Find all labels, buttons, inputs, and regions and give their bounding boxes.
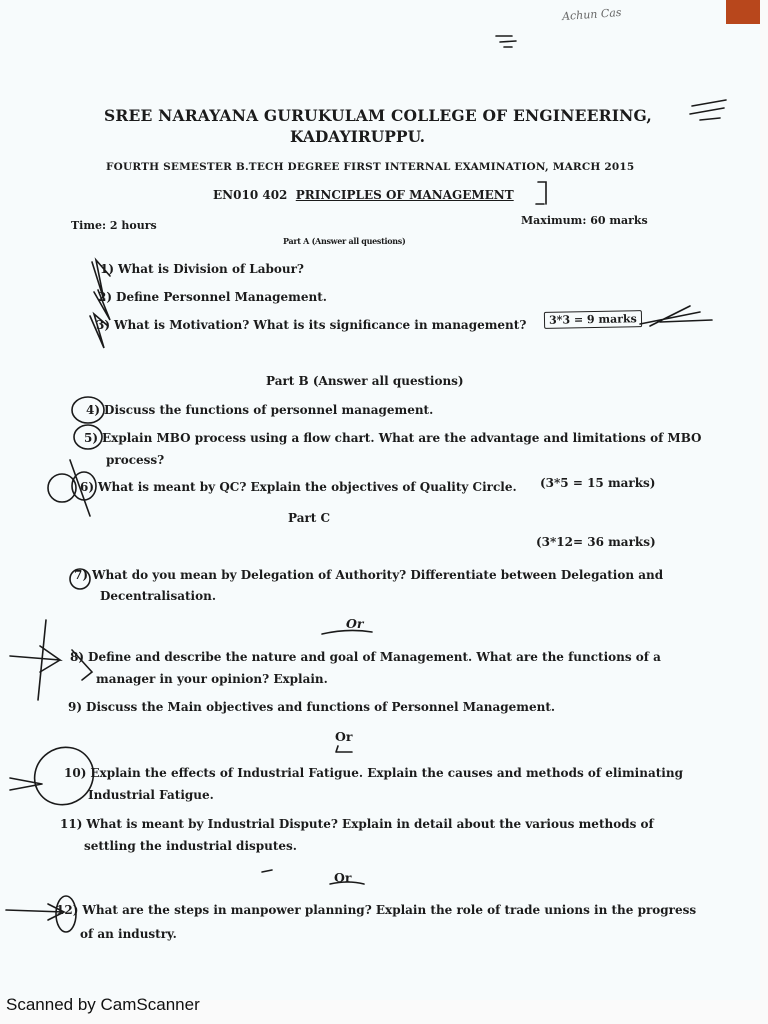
ink-mark bbox=[336, 746, 352, 752]
question-text: Define and describe the nature and goal of Management. What are the functions of a bbox=[88, 650, 661, 664]
part-c-marks: (3*12= 36 marks) bbox=[536, 535, 656, 549]
question-text: What is Division of Labour? bbox=[118, 262, 304, 276]
ink-mark bbox=[262, 870, 272, 872]
scanner-watermark: Scanned by CamScanner bbox=[6, 995, 200, 1014]
ink-dash-mark bbox=[496, 36, 516, 47]
question-number: 6) bbox=[80, 480, 95, 494]
corner-scribble: Achun Cas bbox=[561, 5, 622, 24]
question-text: Explain MBO process using a flow chart. What are the advantage and limitations of MBO bbox=[102, 431, 702, 445]
exam-title: FOURTH SEMESTER B.TECH DEGREE FIRST INTERNAL EXAMINATION, MARCH 2015 bbox=[106, 161, 635, 173]
ink-stroke bbox=[72, 650, 92, 680]
question-10-line2: Industrial Fatigue. bbox=[88, 788, 214, 802]
question-text: What are the steps in manpower planning? Explain the role of trade unions in the progress bbox=[82, 903, 697, 917]
course-code: EN010 402 bbox=[213, 188, 288, 202]
or-separator: Or bbox=[346, 616, 364, 631]
question-text: What is meant by QC? Explain the objectives of Quality Circle. bbox=[98, 480, 517, 494]
question-number: 12) bbox=[56, 903, 79, 917]
question-text: Explain the effects of Industrial Fatigue. Explain the causes and methods of eliminating bbox=[90, 766, 683, 780]
question-number: 11) bbox=[60, 817, 83, 831]
question-7-line2: Decentralisation. bbox=[100, 589, 217, 603]
part-a-heading: Part A (Answer all questions) bbox=[283, 236, 406, 246]
ink-stroke bbox=[38, 620, 46, 700]
or-separator: Or bbox=[334, 870, 352, 885]
ink-circle bbox=[70, 569, 90, 589]
question-5-line2: process? bbox=[106, 453, 165, 467]
ink-circle bbox=[74, 425, 102, 449]
college-name: SREE NARAYANA GURUKULAM COLLEGE OF ENGINEERING, bbox=[104, 106, 653, 125]
max-marks: Maximum: 60 marks bbox=[521, 214, 648, 227]
ink-circle bbox=[23, 736, 104, 816]
question-text: What is meant by Industrial Dispute? Explain in detail about the various methods of bbox=[86, 817, 654, 831]
question-8-line2: manager in your opinion? Explain. bbox=[96, 672, 328, 686]
question-number: 9) bbox=[68, 700, 83, 714]
question-text: Discuss the Main objectives and functions of Personnel Management. bbox=[86, 700, 556, 714]
question-number: 1) bbox=[100, 262, 115, 276]
question-11-line2: settling the industrial disputes. bbox=[84, 839, 297, 853]
question-number: 3) bbox=[96, 318, 111, 332]
college-place: KADAYIRUPPU. bbox=[290, 127, 426, 146]
question-number: 2) bbox=[98, 290, 113, 304]
question-number: 7) bbox=[74, 568, 89, 582]
question-text: What is Motivation? What is its significance in management? bbox=[114, 318, 527, 332]
question-text: Define Personnel Management. bbox=[116, 290, 327, 304]
tick-mark bbox=[90, 314, 111, 348]
ink-underline bbox=[330, 882, 364, 884]
ink-stroke bbox=[70, 460, 90, 516]
question-number: 5) bbox=[84, 431, 99, 445]
question-12-line2: of an industry. bbox=[80, 927, 177, 941]
question-number: 4) bbox=[86, 403, 101, 417]
ink-circle bbox=[72, 397, 104, 423]
time-label: Time: 2 hours bbox=[71, 219, 157, 232]
or-separator: Or bbox=[335, 729, 353, 744]
part-c-heading: Part C bbox=[288, 511, 331, 525]
question-text: What do you mean by Delegation of Authority? Differentiate between Delegation and bbox=[92, 568, 664, 582]
ink-dash-mark bbox=[690, 100, 726, 120]
ink-underline bbox=[322, 630, 372, 634]
arrow-mark bbox=[10, 646, 60, 672]
ink-bracket bbox=[536, 182, 546, 204]
part-b-marks: (3*5 = 15 marks) bbox=[540, 476, 656, 490]
part-b-heading: Part B (Answer all questions) bbox=[266, 374, 464, 388]
part-a-marks: 3*3 = 9 marks bbox=[544, 310, 642, 329]
ink-slash bbox=[640, 306, 712, 326]
question-number: 8) bbox=[70, 650, 85, 664]
question-number: 10) bbox=[64, 766, 87, 780]
course-title: PRINCIPLES OF MANAGEMENT bbox=[295, 188, 514, 202]
question-text: Discuss the functions of personnel management. bbox=[104, 403, 434, 417]
